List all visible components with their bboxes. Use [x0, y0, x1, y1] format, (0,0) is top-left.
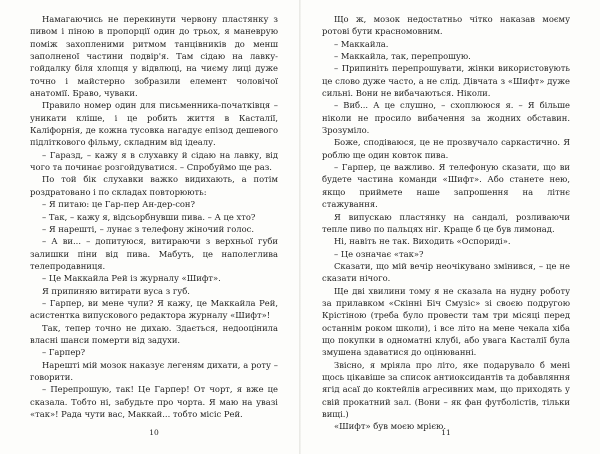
- page-number-left: 10: [149, 428, 159, 437]
- paragraph: – Гарпер, ви мене чули? Я кажу, це Маккайла Рей, асистентка випускового редактора журналу «Шифт»!: [30, 297, 278, 321]
- paragraph: – Гаразд, – кажу я в слухавку й сідаю на лавку, від чого та починає розгойдуватися. – Спробуймо ще раз.: [30, 149, 278, 173]
- paragraph: Боже, сподіваюся, це не прозвучало саркастично. Я роблю ще один ковток пива.: [322, 137, 570, 160]
- paragraph: – Так, – кажу я, відсьорбнувши пива. – А це хто?: [42, 211, 256, 222]
- paragraph: – Виб... А це слушно, – схоплююся я. – Я більше ніколи не просило вибачення за жодних обставин. Зрозуміло.: [322, 100, 570, 136]
- paragraph: Сказати, що мій вечір неочікувано змінився, – це не сказати нічого.: [322, 260, 570, 284]
- paragraph: – А ви... – допитуюся, витираючи з верхньої губи залишки піни від пива. Мабуть, це наполеглива телепродавниця.: [30, 236, 278, 271]
- paragraph: – Гарпер, це важливо. Я телефоную сказати, що ви будете частина команди «Шифт». Або станете нею, якщо приймете наше запрошення на літнє стажування.: [322, 162, 570, 210]
- paragraph: «Шифт» був моєю мрією.: [334, 421, 446, 432]
- paragraph: Нарешті мій мозок наказує легеням дихати, а роту – говорити.: [30, 359, 278, 382]
- right-page: [322, 13, 570, 433]
- paragraph: Правило номер один для письменника-початківця – уникати кліше, і це робить життя в Касталії, Каліфорнія, де кожна тусовка нагадує епізод дешевого підліткового фільму, складним від ідеалу.: [30, 100, 278, 148]
- left-page: [30, 13, 278, 420]
- paragraph: – Маккайла, так, перепрошую.: [334, 51, 471, 62]
- paragraph: – Припиніть перепрошувати, жінки використовують це слово дуже часто, а не слід. Дівчата з «Шифт» дуже сильні. Вони не вибачаються. Ніколи.: [322, 63, 570, 99]
- paragraph: Що ж, мозок недостатньо чітко наказав моєму ротові бути красномовним.: [322, 14, 570, 37]
- book-gutter: [299, 0, 301, 454]
- paragraph: Так, тепер точно не дихаю. Здається, недооцінила власні шанси померти від задухи.: [30, 322, 278, 345]
- paragraph: Звісно, я мріяла про літо, яке подарувало б мені щось цікавіше за список антиоксидантів та добавляння ягід асаї до коктейлів агресивних мам, що приходять у свій прокатний зал. (Вони – як фан футболістів, тільки вищі.): [322, 359, 570, 419]
- paragraph: – Я нарешті, – лунає з телефону жіночий голос.: [42, 223, 254, 234]
- paragraph: – Маккайла.: [334, 38, 389, 49]
- paragraph: Намагаючись не перекинути червону пластянку з пивом і піною в пропорції один до трьох, я маневрую поміж захопленими ритмом танцівників до менш заполненої частини подвір'я. Там сідаю на лавку-гойдалку біля хлопця у відвлюці, на чиєму лиці дуже точно і майстерно зобразили елемент чоловічої анатомії. Браво, чуваки.: [30, 14, 278, 99]
- paragraph: – Перепрошую, так! Це Гарпер! От чорт, я вже це сказала. Тобто ні, забудьте про чорта. Я маю на увазі «так»! Рада чути вас, Маккай... тобто місіс Рей.: [30, 384, 278, 419]
- paragraph: – Гарпер?: [42, 347, 86, 358]
- paragraph: Я випускаю пластянку на сандалі, розливаючи тепле пиво по пальцях ніг. Краще б це був лимонад.: [322, 211, 570, 234]
- paragraph: – Я питаю: це Гар-пер Ан-дер-сон?: [42, 199, 195, 210]
- page-number-right: 11: [441, 428, 451, 437]
- paragraph: Я припиняю витирати вуса з губ.: [42, 285, 190, 296]
- paragraph: Ні, навіть не так. Виходить «Оспориді».: [334, 236, 511, 247]
- paragraph: Ще дві хвилини тому я не сказала на нудну роботу за прилавком «Скінні Біч Смузіс» зі своєю подругою Крістіною (треба було провести там три місяці перед останнім роком школи), і все літо на мене чекала хіба що покупки в одноматні клубі, або увага Касталії була змушена здаватися до оцінюванні.: [322, 285, 570, 358]
- paragraph: По той бік слухавки важко видихають, а потім роздратовано і по складах повторюють:: [30, 174, 278, 197]
- paragraph: – Це означає «так»?: [334, 248, 424, 259]
- paragraph: – Це Маккайла Рей із журналу «Шифт».: [42, 273, 221, 284]
